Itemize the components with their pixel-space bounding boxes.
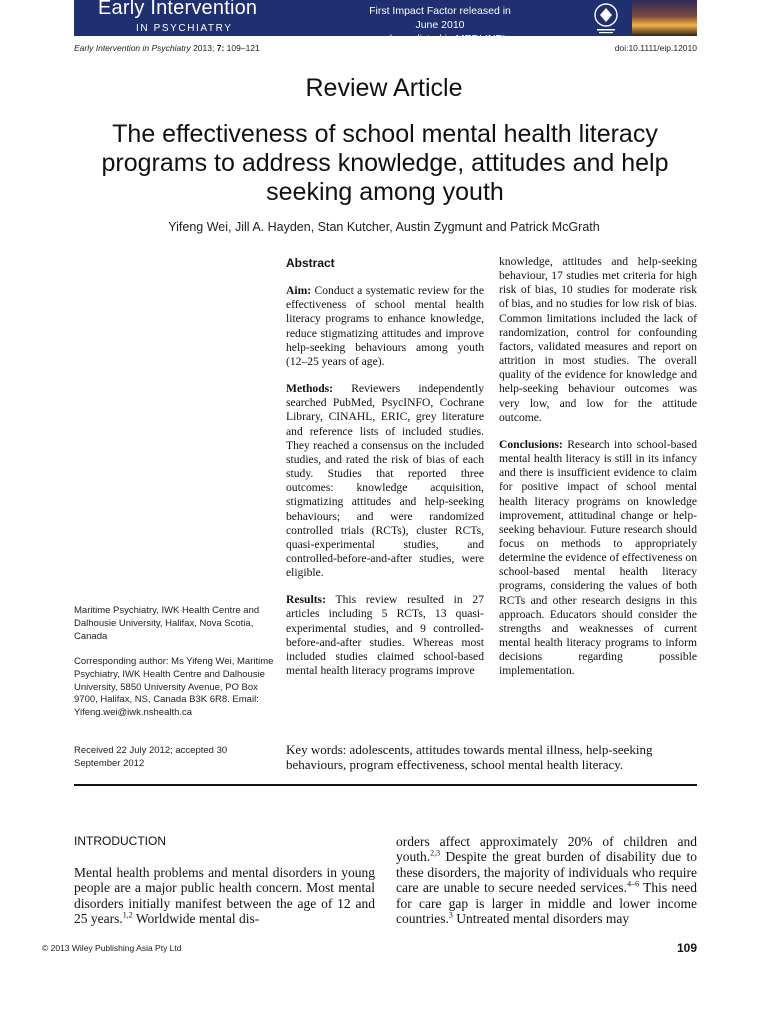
body-col2-text-4: Untreated mental disorders may xyxy=(452,911,630,927)
body-col2-text-2: Despite the great burden of disability due to these disorders, the majority of individuals who require care are unable to secure needed services. xyxy=(396,849,697,896)
journal-pages: 109–121 xyxy=(226,43,260,53)
citation-ref: 2,3 xyxy=(430,848,441,858)
body-col2-text: orders affect approximately 20% of children and youth. xyxy=(396,834,697,865)
body-column-2 xyxy=(396,834,697,926)
banner-impact-note xyxy=(360,4,520,46)
abstract-conclusions xyxy=(499,438,697,679)
abstract-aim-text: Conduct a systematic review for the effectiveness of school mental health literacy programs to enhance knowledge, reduce stigmatizing attitudes and improve help-seeking behaviours among youth (12–25 years of age). xyxy=(286,284,485,368)
running-header-citation xyxy=(74,43,260,53)
author-list: Yifeng Wei, Jill A. Hayden, Stan Kutcher, Austin Zygmunt and Patrick McGrath xyxy=(168,220,600,234)
journal-name: Early Intervention in Psychiatry xyxy=(74,43,191,53)
abstract-results-text-part-1: This review resulted in 27 articles including 5 RCTs, 13 quasi-experimental studies, and 9 controlled-before-and-after studies. Whereas most included studies claimed school-based mental health literacy programs improve xyxy=(286,593,484,678)
body-col2-text-3: This need for care gap is larger in middle and lower income countries. xyxy=(396,880,697,927)
citation-ref: 3 xyxy=(448,910,453,920)
introduction-heading: INTRODUCTION xyxy=(74,834,166,848)
journal-year: 2013; xyxy=(193,43,215,53)
banner-impact-line-2: and now listed in MEDLINE! xyxy=(374,33,506,45)
keywords: Key words: adolescents, attitudes towards mental illness, help-seeking behaviours, program effectiveness, school mental health literacy. xyxy=(286,742,653,772)
citation-ref: 1,2 xyxy=(122,910,133,920)
doi: doi:10.1111/eip.12010 xyxy=(614,43,697,53)
article-title: The effectiveness of school mental health literacy programs to address knowledge, attitudes and help seeking among youth xyxy=(101,120,669,206)
abstract-column-2 xyxy=(499,255,697,692)
affiliation: Maritime Psychiatry, IWK Health Centre and Dalhousie University, Halifax, Nova Scotia, Canada xyxy=(74,605,260,642)
abstract-methods xyxy=(286,382,484,580)
association-seal-icon xyxy=(591,1,621,35)
abstract-aim-label: Aim: xyxy=(286,284,312,298)
banner-brand-subtitle: IN PSYCHIATRY xyxy=(136,23,233,34)
received-accepted-dates: Received 22 July 2012; accepted 30 September 2012 xyxy=(74,745,228,769)
copyright-notice: © 2013 Wiley Publishing Asia Pty Ltd xyxy=(42,943,182,953)
corresponding-author: Corresponding author: Ms Yifeng Wei, Maritime Psychiatry, IWK Health Centre and Dalhousie University, 5850 University Avenue, PO Box 9700, Halifax, NS, Canada B3K 6R8. Email: Yifeng.wei@iwk.nshealth.ca xyxy=(74,656,274,719)
abstract-results-continued: knowledge, attitudes and help-seeking behaviour, 17 studies met criteria for high risk of bias, 10 studies for moderate risk of bias, and no studies for low risk of bias. Common limitations included the lack of randomization, control for confounding factors, validated measures and report on attrition in most studies. The overall quality of the evidence for knowledge and help-seeking behaviour outcomes was very low, and low for the attitude outcome. xyxy=(499,255,697,424)
body-column-1 xyxy=(74,865,375,927)
abstract-methods-label: Methods: xyxy=(286,382,334,396)
abstract-column-1 xyxy=(286,256,484,691)
page-number: 109 xyxy=(676,941,697,955)
banner-brand: Early Intervention xyxy=(98,0,258,19)
body-col1-tail: Worldwide mental dis- xyxy=(132,911,260,927)
abstract-results-label: Results: xyxy=(286,593,326,607)
abstract-conclusions-text: Research into school-based mental health literacy is still in its infancy and there is insufficient evidence to claim for positive impact of school mental health literacy programs on knowledge improvement, attitudinal change or help-seeking behaviour. Future research should focus on methods to appropriately determine the evidence of effectiveness on school-based mental health literacy programs, considering the values of both RCTs and other research designs in this approach. Educators should consider the strengths and weaknesses of current mental health literacy programs to inform decisions regarding possible implementation. xyxy=(499,437,697,678)
banner-impact-line-1: First Impact Factor released in June 2010 xyxy=(369,5,511,31)
abstract-heading: Abstract xyxy=(286,256,335,270)
journal-volume: 7: xyxy=(216,43,225,53)
abstract-methods-text: Reviewers independently searched PubMed, PsycINFO, Cochrane Library, CINAHL, ERIC, grey literature and reference lists of included studies. They reached a consensus on the included studies, and rated the risk of bias of each study. Studies that reported three outcomes: knowledge acquisition, stigmatizing attitudes and help-seeking behaviours; and were randomized controlled trials (RCTs), cluster RCTs, quasi-experimental studies, and controlled-before-and-after studies, were eligible. xyxy=(286,382,484,580)
banner-sunset-image xyxy=(632,0,697,36)
abstract-aim xyxy=(286,284,484,369)
body-col1-text: Mental health problems and mental disorders in young people are a major public health concern. Most mental disorders initially manifest between the age of 12 and 25 years. xyxy=(74,865,375,927)
article-type: Review Article xyxy=(305,74,463,102)
journal-banner xyxy=(74,0,697,45)
abstract-results xyxy=(286,593,484,678)
citation-ref: 4–6 xyxy=(627,879,640,889)
abstract-conclusions-label: Conclusions: xyxy=(499,437,563,451)
section-divider xyxy=(74,784,697,786)
